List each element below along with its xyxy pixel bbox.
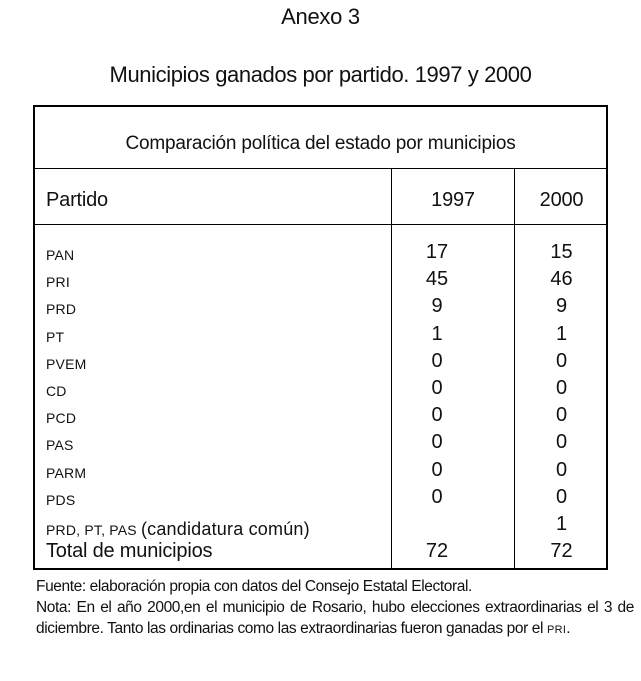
note-party: PRI bbox=[546, 624, 567, 636]
party-name: PT bbox=[46, 328, 65, 345]
footnotes bbox=[6, 576, 634, 641]
value-2000: 15 bbox=[550, 241, 573, 263]
table-row bbox=[35, 404, 606, 431]
common-note: (candidatura común) bbox=[140, 518, 310, 539]
party-name: PCD bbox=[46, 410, 77, 427]
annex-label: Anexo 3 bbox=[281, 4, 360, 29]
table-row bbox=[35, 295, 606, 322]
note-end: . bbox=[566, 620, 571, 637]
total-1997: 72 bbox=[425, 540, 449, 563]
value-1997: 17 bbox=[425, 241, 449, 263]
value-2000: 0 bbox=[555, 458, 568, 481]
value-1997: 9 bbox=[431, 295, 443, 318]
table-row bbox=[35, 377, 606, 404]
party-name: PRD bbox=[46, 301, 77, 318]
value-2000: 1 bbox=[555, 512, 568, 535]
value-2000: 46 bbox=[550, 268, 573, 291]
explanatory-note bbox=[6, 597, 634, 641]
value-1997: 1 bbox=[431, 322, 443, 345]
party-name: PAN bbox=[46, 247, 75, 263]
table-row bbox=[35, 431, 606, 458]
header-1997: 1997 bbox=[431, 189, 475, 211]
results-table bbox=[33, 105, 608, 570]
header-party: Partido bbox=[46, 189, 108, 211]
total-label: Total de municipios bbox=[46, 540, 213, 563]
value-2000: 0 bbox=[555, 485, 568, 508]
table-row-common-candidacy bbox=[35, 513, 606, 540]
table-row bbox=[35, 241, 606, 268]
page-title: Municipios ganados por partido. 1997 y 2000 bbox=[109, 62, 532, 87]
header-2000: 2000 bbox=[539, 189, 584, 211]
value-2000: 1 bbox=[555, 322, 568, 345]
table-row bbox=[35, 268, 606, 295]
value-1997: 45 bbox=[425, 268, 449, 291]
value-1997: 0 bbox=[431, 431, 443, 454]
table-row bbox=[35, 350, 606, 377]
value-1997: 0 bbox=[431, 404, 443, 427]
party-name bbox=[46, 519, 310, 540]
header-divider bbox=[35, 224, 606, 225]
value-2000: 0 bbox=[555, 404, 568, 427]
value-2000: 0 bbox=[555, 376, 568, 399]
table-caption: Comparación política del estado por municipios bbox=[125, 133, 516, 154]
party-name: PARM bbox=[46, 464, 87, 481]
value-1997: 0 bbox=[431, 485, 443, 508]
value-1997: 0 bbox=[431, 458, 443, 481]
party-name: PRI bbox=[46, 274, 70, 291]
value-2000: 9 bbox=[555, 295, 568, 318]
value-1997: 0 bbox=[431, 349, 443, 372]
value-2000: 0 bbox=[555, 431, 568, 454]
table-row bbox=[35, 323, 606, 350]
party-name: PVEM bbox=[46, 355, 87, 372]
table-body bbox=[35, 241, 606, 567]
table-row bbox=[35, 459, 606, 486]
source-note: Fuente: elaboración propia con datos del Consejo Estatal Electoral. bbox=[36, 578, 472, 595]
value-2000: 0 bbox=[555, 349, 568, 372]
table-row-total bbox=[35, 540, 606, 567]
common-parties: PRD, PT, PAS bbox=[46, 521, 137, 538]
caption-divider bbox=[35, 168, 606, 169]
note-text: Nota: En el año 2000,en el municipio de Rosario, hubo elecciones extraordinarias el 3 de diciembre. Tanto las ordinarias como las extraordinarias fueron ganadas por el bbox=[36, 599, 634, 637]
party-name: PDS bbox=[46, 491, 76, 508]
table-row bbox=[35, 486, 606, 513]
value-1997: 0 bbox=[431, 376, 443, 399]
party-name: PAS bbox=[46, 437, 74, 454]
party-name: CD bbox=[46, 382, 67, 399]
total-2000: 72 bbox=[550, 540, 573, 563]
